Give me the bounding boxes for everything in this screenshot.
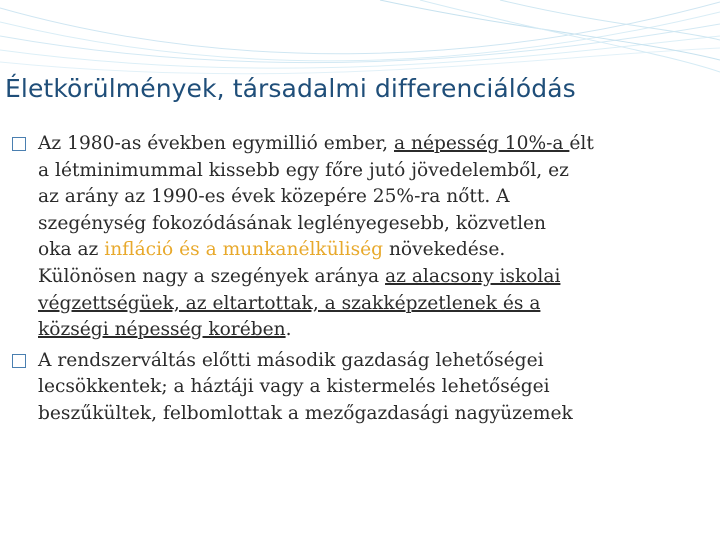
text-line: végzettségüek, az eltartottak, a szakképzetlenek és a bbox=[38, 292, 541, 314]
text-line: beszűkültek, felbomlottak a mezőgazdasági nagyüzemek bbox=[38, 402, 573, 424]
bullet-point-2 bbox=[10, 348, 710, 428]
text-line: az arány az 1990-es évek közepére 25%-ra nőtt. A bbox=[38, 186, 510, 208]
slide-title: Életkörülmények, társadalmi differenciálódás bbox=[5, 74, 576, 103]
header-decoration bbox=[0, 0, 720, 80]
text-line: szegénység fokozódásának leglényegesebb, közvetlen bbox=[38, 212, 546, 234]
text-line: A rendszerváltás előtti második gazdaság lehetőségei bbox=[38, 349, 544, 371]
slide-content bbox=[10, 131, 710, 432]
text-line: Az 1980-as években egymillió ember, a népesség 10%-a élt bbox=[38, 133, 594, 154]
text-line: Különösen nagy a szegények aránya az alacsony iskolai bbox=[38, 265, 561, 287]
text-line: oka az infláció és a munkanélküliség növekedése. bbox=[38, 239, 506, 261]
text-line: lecsökkentek; a háztáji vagy a kistermelés lehetőségei bbox=[38, 376, 550, 398]
checkbox-bullet-icon bbox=[12, 137, 26, 151]
bullet-point-1 bbox=[10, 131, 710, 344]
checkbox-bullet-icon bbox=[12, 354, 26, 368]
text-line: községi népesség korében. bbox=[38, 319, 292, 341]
highlighted-text: infláció és a munkanélküliség bbox=[104, 239, 384, 261]
text-line: a létminimummal kissebb egy főre jutó jövedelemből, ez bbox=[38, 159, 569, 181]
